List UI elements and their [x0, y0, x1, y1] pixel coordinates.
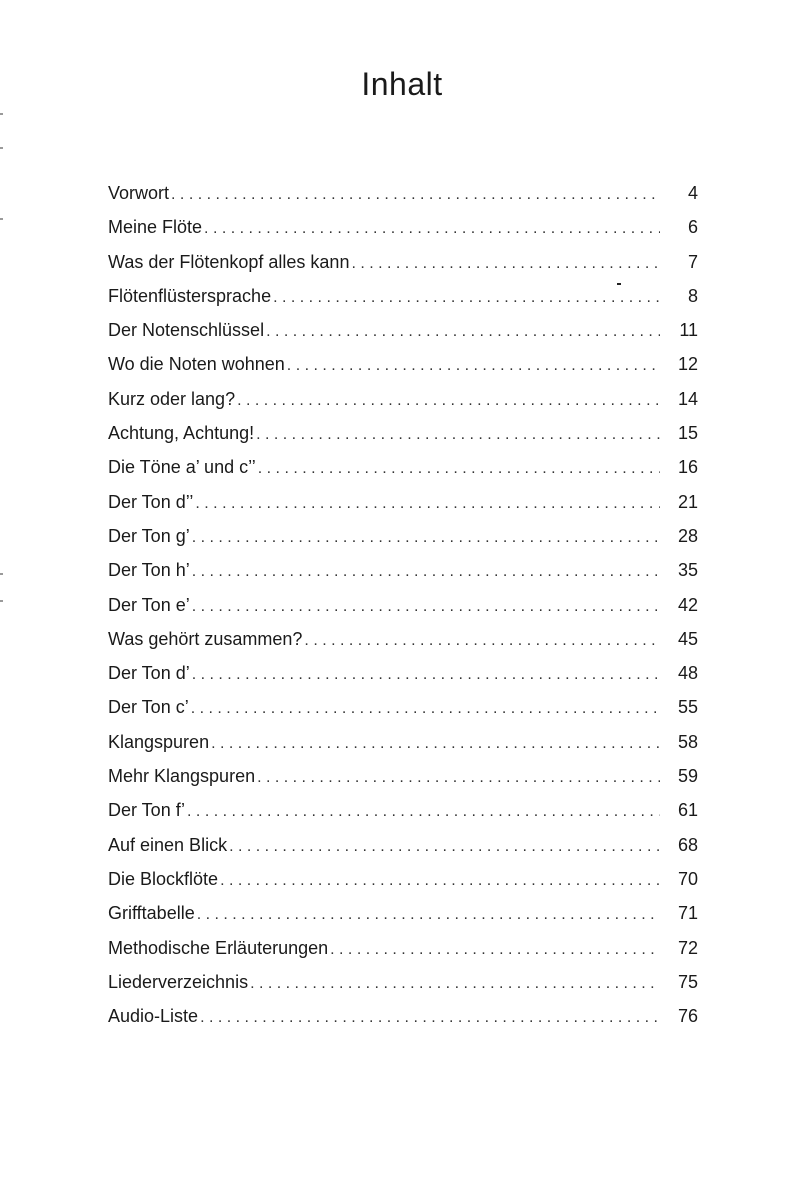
- toc-entry-label: Was gehört zusammen?: [108, 628, 303, 649]
- toc-dot-leader: [266, 315, 660, 349]
- toc-entry-label: Der Ton c’: [108, 697, 189, 718]
- toc-entry-label: Flötenflüstersprache: [108, 285, 272, 306]
- toc-dot-leader: [204, 212, 660, 246]
- toc-dot-leader: [220, 864, 660, 898]
- toc-dot-leader: [200, 1001, 660, 1035]
- toc-entry-page: 16: [677, 457, 698, 478]
- toc-entry[interactable]: [108, 999, 698, 1033]
- toc-dot-leader: [229, 830, 660, 864]
- toc-dot-leader: [192, 521, 660, 555]
- toc-entry[interactable]: [108, 210, 698, 244]
- toc-entry-label: Achtung, Achtung!: [108, 423, 255, 444]
- toc-dot-leader: [191, 692, 660, 726]
- toc-dot-leader: [187, 795, 660, 829]
- toc-entry-label: Der Ton d’: [108, 663, 190, 684]
- toc-entry-label: Vorwort: [108, 183, 170, 203]
- toc-entry[interactable]: [108, 450, 698, 484]
- toc-entry-label: Der Ton f’: [108, 800, 186, 821]
- toc-entry-label: Was der Flötenkopf alles kann: [108, 251, 350, 272]
- toc-entry[interactable]: [108, 313, 698, 347]
- toc-dot-leader: [192, 590, 660, 624]
- toc-entry[interactable]: [108, 759, 698, 793]
- toc-entry-page: 6: [687, 217, 698, 238]
- toc-entry-page: 71: [677, 903, 698, 924]
- toc-entry[interactable]: [108, 245, 698, 279]
- toc-entry-label: Wo die Noten wohnen: [108, 354, 285, 375]
- toc-dot-leader: [195, 487, 660, 521]
- page-title: Inhalt: [361, 66, 443, 102]
- toc-entry-label: Grifftabelle: [108, 903, 195, 924]
- toc-entry-label: Liederverzeichnis: [108, 971, 249, 992]
- toc-entry-page: 59: [677, 766, 698, 787]
- toc-entry-page: 21: [677, 491, 698, 512]
- toc-dot-leader: [192, 658, 660, 692]
- toc-entry-label: Der Ton h’: [108, 560, 190, 581]
- toc-entry[interactable]: [108, 279, 698, 313]
- scan-margin-mark: [0, 573, 3, 575]
- toc-entry-label: Mehr Klangspuren: [108, 766, 256, 787]
- toc-entry-page: 28: [677, 525, 698, 546]
- toc-entry-label: Kurz oder lang?: [108, 388, 236, 409]
- toc-entry[interactable]: [108, 896, 698, 930]
- toc-entry-page: 35: [677, 560, 698, 581]
- toc-entry[interactable]: [108, 485, 698, 519]
- toc-entry-page: 75: [677, 971, 698, 992]
- toc-entry-page: 61: [677, 800, 698, 821]
- toc-dot-leader: [237, 384, 660, 418]
- toc-entry-page: 12: [677, 354, 698, 375]
- toc-entry-page: 70: [677, 868, 698, 889]
- toc-entry-label: Methodische Erläuterungen: [108, 937, 329, 958]
- toc-entry-label: Der Ton g’: [108, 525, 190, 546]
- toc-entry[interactable]: [108, 416, 698, 450]
- toc-dot-leader: [258, 452, 660, 486]
- toc-entry-page: 58: [677, 731, 698, 752]
- toc-entry-page: 15: [677, 423, 698, 444]
- toc-dot-leader: [257, 761, 660, 795]
- table-of-contents: [108, 176, 698, 1033]
- toc-dot-leader: [211, 727, 660, 761]
- toc-dot-leader: [192, 555, 660, 589]
- toc-dot-leader: [273, 281, 660, 315]
- scan-margin-mark: [0, 113, 3, 115]
- toc-entry[interactable]: [108, 588, 698, 622]
- toc-entry[interactable]: [108, 965, 698, 999]
- toc-dot-leader: [250, 967, 660, 1001]
- toc-dot-leader: [197, 898, 660, 932]
- toc-entry-page: 8: [687, 285, 698, 306]
- toc-entry[interactable]: [108, 862, 698, 896]
- toc-entry-page: 42: [677, 594, 698, 615]
- toc-entry-page: 14: [677, 388, 698, 409]
- toc-entry-label: Die Töne a’ und c’’: [108, 457, 256, 478]
- toc-entry[interactable]: [108, 931, 698, 965]
- toc-dot-leader: [171, 178, 660, 212]
- toc-entry-label: Der Notenschlüssel: [108, 320, 265, 341]
- toc-entry-page: 45: [677, 628, 698, 649]
- toc-dot-leader: [351, 247, 660, 281]
- toc-entry-label: Auf einen Blick: [108, 834, 228, 855]
- toc-entry[interactable]: [108, 176, 698, 210]
- toc-entry[interactable]: [108, 519, 698, 553]
- toc-entry[interactable]: [108, 622, 698, 656]
- toc-entry-label: Klangspuren: [108, 731, 210, 752]
- toc-entry-label: Die Blockflöte: [108, 868, 219, 889]
- toc-entry[interactable]: [108, 725, 698, 759]
- toc-dot-leader: [304, 624, 660, 658]
- toc-dot-leader: [256, 418, 660, 452]
- toc-entry[interactable]: [108, 690, 698, 724]
- scan-margin-mark: [0, 218, 3, 220]
- toc-entry-page: 48: [677, 663, 698, 684]
- toc-entry-page: 76: [677, 1006, 698, 1027]
- toc-entry-label: Der Ton e’: [108, 594, 190, 615]
- toc-entry-label: Der Ton d’’: [108, 491, 194, 512]
- toc-entry[interactable]: [108, 828, 698, 862]
- toc-dot-leader: [330, 933, 660, 967]
- toc-entry-page: 11: [679, 320, 698, 341]
- toc-entry[interactable]: [108, 347, 698, 381]
- toc-entry-page: 4: [687, 183, 698, 203]
- toc-entry[interactable]: [108, 553, 698, 587]
- toc-entry[interactable]: [108, 382, 698, 416]
- scan-margin-mark: [0, 147, 3, 149]
- toc-entry-page: 55: [677, 697, 698, 718]
- toc-entry-label: Meine Flöte: [108, 217, 203, 238]
- toc-entry-page: 72: [677, 937, 698, 958]
- toc-entry-page: 68: [677, 834, 698, 855]
- toc-dot-leader: [287, 349, 660, 383]
- scan-margin-mark: [0, 600, 3, 602]
- toc-entry[interactable]: [108, 793, 698, 827]
- toc-entry[interactable]: [108, 656, 698, 690]
- toc-entry-page: 7: [687, 251, 698, 272]
- toc-entry-label: Audio-Liste: [108, 1006, 199, 1027]
